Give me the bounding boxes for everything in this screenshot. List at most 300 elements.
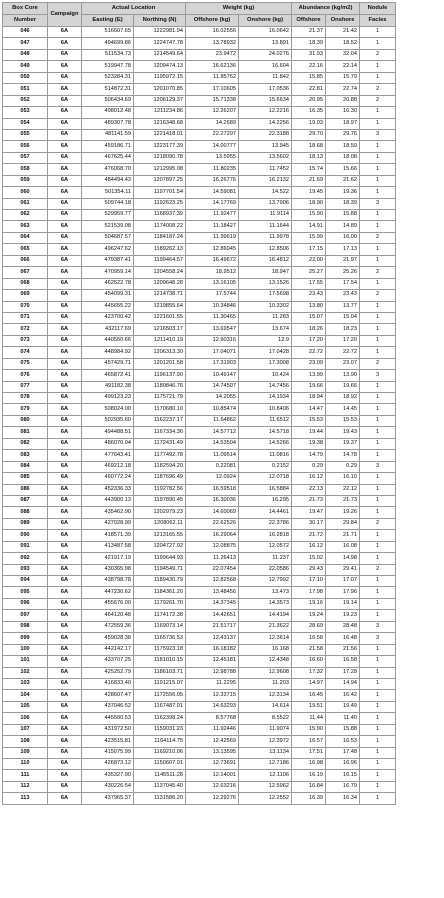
weight-onshore-cell: 22.0586 (239, 564, 292, 575)
abundance-onshore-cell: 15.53 (326, 415, 360, 426)
easting-cell: 470959.14 (82, 267, 134, 278)
campaign-cell: 6A (48, 747, 82, 758)
easting-cell: 519947.78 (82, 61, 134, 72)
campaign-cell: 6A (48, 690, 82, 701)
nodule-facies-cell: 1 (360, 312, 396, 323)
easting-cell: 494488.51 (82, 427, 134, 438)
campaign-cell: 6A (48, 324, 82, 335)
nodule-facies-cell: 2 (360, 232, 396, 243)
box-core-number-cell: 074 (3, 347, 48, 358)
abundance-offshore-cell: 19.45 (292, 187, 326, 198)
abundance-onshore-cell: 20.88 (326, 95, 360, 106)
weight-offshore-cell: 12.45181 (186, 656, 239, 667)
table-row (3, 701, 396, 712)
northing-cell: 1170680.10 (134, 404, 186, 415)
nodule-facies-cell: 1 (360, 61, 396, 72)
easting-cell: 435327.90 (82, 770, 134, 781)
box-core-number-cell: 086 (3, 484, 48, 495)
weight-offshore-cell: 16.30036 (186, 495, 239, 506)
abundance-offshore-cell: 16.57 (292, 736, 326, 747)
northing-cell: 1162398.24 (134, 713, 186, 724)
weight-onshore-cell: 21.3622 (239, 621, 292, 632)
weight-offshore-cell: 12.73691 (186, 759, 239, 770)
table-row (3, 610, 396, 621)
box-core-number-cell: 104 (3, 690, 48, 701)
nodule-facies-cell: 1 (360, 495, 396, 506)
box-core-number-cell: 077 (3, 381, 48, 392)
abundance-onshore-cell: 16.48 (326, 633, 360, 644)
header-number: Number (3, 15, 48, 27)
weight-onshore-cell: 13.7906 (239, 198, 292, 209)
nodule-facies-cell: 2 (360, 267, 396, 278)
weight-onshore-cell: 17.5698 (239, 290, 292, 301)
northing-cell: 1204727.92 (134, 541, 186, 552)
table-row (3, 644, 396, 655)
campaign-cell: 6A (48, 759, 82, 770)
box-core-number-cell: 062 (3, 210, 48, 221)
weight-offshore-cell: 11.64862 (186, 415, 239, 426)
nodule-facies-cell: 1 (360, 164, 396, 175)
abundance-onshore-cell: 19.49 (326, 701, 360, 712)
weight-offshore-cell: 11.2295 (186, 678, 239, 689)
easting-cell: 445500.53 (82, 713, 134, 724)
abundance-offshore-cell: 17.55 (292, 278, 326, 289)
northing-cell: 1168937.39 (134, 210, 186, 221)
abundance-offshore-cell: 14.79 (292, 450, 326, 461)
northing-cell: 1209648.28 (134, 278, 186, 289)
abundance-offshore-cell: 15.90 (292, 210, 326, 221)
weight-offshore-cell: 11.85762 (186, 72, 239, 83)
weight-offshore-cell: 14.53504 (186, 438, 239, 449)
abundance-onshore-cell: 15.88 (326, 724, 360, 735)
northing-cell: 1159031.23 (134, 724, 186, 735)
weight-offshore-cell: 14.59081 (186, 187, 239, 198)
weight-onshore-cell: 17.0428 (239, 347, 292, 358)
easting-cell: 418571.39 (82, 530, 134, 541)
weight-offshore-cell: 16.02556 (186, 27, 239, 38)
weight-onshore-cell: 12.4348 (239, 656, 292, 667)
header-offshore-kg: Offshore (kg) (186, 15, 239, 27)
campaign-cell: 6A (48, 118, 82, 129)
abundance-offshore-cell: 28.69 (292, 621, 326, 632)
box-core-number-cell: 111 (3, 770, 48, 781)
weight-onshore-cell: 11.6512 (239, 415, 292, 426)
northing-cell: 1192623.25 (134, 198, 186, 209)
easting-cell: 467625.44 (82, 152, 134, 163)
nodule-facies-cell: 1 (360, 301, 396, 312)
weight-offshore-cell: 14.74507 (186, 381, 239, 392)
box-core-number-cell: 080 (3, 415, 48, 426)
northing-cell: 1216348.68 (134, 118, 186, 129)
weight-offshore-cell: 10.34846 (186, 301, 239, 312)
northing-cell: 1195972.15 (134, 72, 186, 83)
weight-onshore-cell: 12.1106 (239, 770, 292, 781)
weight-onshore-cell: 14.7456 (239, 381, 292, 392)
northing-cell: 1189262.13 (134, 244, 186, 255)
easting-cell: 427028.99 (82, 518, 134, 529)
box-core-number-cell: 068 (3, 278, 48, 289)
weight-onshore-cell: 12.7992 (239, 576, 292, 587)
abundance-onshore-cell: 23.07 (326, 358, 360, 369)
easting-cell: 433707.25 (82, 656, 134, 667)
abundance-offshore-cell: 23.43 (292, 290, 326, 301)
table-row (3, 358, 396, 369)
northing-cell: 1212995.08 (134, 164, 186, 175)
campaign-cell: 6A (48, 27, 82, 38)
table-row (3, 393, 396, 404)
box-core-number-cell: 112 (3, 781, 48, 792)
northing-cell: 1208062.11 (134, 518, 186, 529)
weight-offshore-cell: 11.92446 (186, 724, 239, 735)
header-onshore-kg: Onshore (kg) (239, 15, 292, 27)
box-core-number-cell: 106 (3, 713, 48, 724)
northing-cell: 1175721.79 (134, 393, 186, 404)
easting-cell: 489307.78 (82, 118, 134, 129)
northing-cell: 1167487.01 (134, 701, 186, 712)
table-row (3, 129, 396, 140)
abundance-offshore-cell: 16.12 (292, 473, 326, 484)
easting-cell: 440560.66 (82, 335, 134, 346)
easting-cell: 509744.18 (82, 198, 134, 209)
campaign-cell: 6A (48, 633, 82, 644)
campaign-cell: 6A (48, 358, 82, 369)
nodule-facies-cell: 1 (360, 404, 396, 415)
easting-cell: 435462.90 (82, 507, 134, 518)
northing-cell: 1213165.55 (134, 530, 186, 541)
abundance-onshore-cell: 17.28 (326, 667, 360, 678)
abundance-offshore-cell: 16.39 (292, 793, 326, 804)
northing-cell: 1186103.71 (134, 667, 186, 678)
header-onshore: Onshore (326, 15, 360, 27)
easting-cell: 498012.48 (82, 107, 134, 118)
box-core-number-cell: 053 (3, 107, 48, 118)
weight-onshore-cell: 11.283 (239, 312, 292, 323)
weight-onshore-cell: 11.237 (239, 553, 292, 564)
nodule-facies-cell: 1 (360, 244, 396, 255)
campaign-cell: 6A (48, 541, 82, 552)
easting-cell: 431972.50 (82, 724, 134, 735)
easting-cell: 506434.69 (82, 95, 134, 106)
box-core-number-cell: 054 (3, 118, 48, 129)
abundance-offshore-cell: 11.44 (292, 713, 326, 724)
northing-cell: 1184361.20 (134, 587, 186, 598)
northing-cell: 1145511.28 (134, 770, 186, 781)
weight-onshore-cell: 11.842 (239, 72, 292, 83)
box-core-number-cell: 095 (3, 587, 48, 598)
campaign-cell: 6A (48, 381, 82, 392)
nodule-facies-cell: 1 (360, 747, 396, 758)
northing-cell: 1197701.54 (134, 187, 186, 198)
nodule-facies-cell: 1 (360, 678, 396, 689)
table-row (3, 335, 396, 346)
table-row (3, 38, 396, 49)
northing-cell: 1221418.01 (134, 129, 186, 140)
abundance-offshore-cell: 16.84 (292, 781, 326, 792)
abundance-onshore-cell: 16.10 (326, 473, 360, 484)
campaign-cell: 6A (48, 450, 82, 461)
weight-offshore-cell: 11.09514 (186, 450, 239, 461)
table-row (3, 793, 396, 804)
table-row (3, 576, 396, 587)
weight-onshore-cell: 12.3614 (239, 633, 292, 644)
weight-onshore-cell: 12.3972 (239, 736, 292, 747)
abundance-offshore-cell: 17.32 (292, 667, 326, 678)
easting-cell: 423515.81 (82, 736, 134, 747)
campaign-cell: 6A (48, 210, 82, 221)
weight-onshore-cell: 13.674 (239, 324, 292, 335)
box-core-number-cell: 089 (3, 518, 48, 529)
table-row (3, 255, 396, 266)
easting-cell: 413487.58 (82, 541, 134, 552)
box-core-number-cell: 100 (3, 644, 48, 655)
weight-onshore-cell: 17.3008 (239, 358, 292, 369)
nodule-facies-cell: 3 (360, 621, 396, 632)
weight-onshore-cell: 22.3188 (239, 129, 292, 140)
table-row (3, 72, 396, 83)
abundance-onshore-cell: 18.39 (326, 198, 360, 209)
nodule-facies-cell: 1 (360, 152, 396, 163)
campaign-cell: 6A (48, 438, 82, 449)
table-row (3, 518, 396, 529)
northing-cell: 1169073.14 (134, 621, 186, 632)
table-row (3, 736, 396, 747)
nodule-facies-cell: 1 (360, 701, 396, 712)
table-row (3, 495, 396, 506)
easting-cell: 452336.33 (82, 484, 134, 495)
campaign-cell: 6A (48, 576, 82, 587)
northing-cell: 1224747.78 (134, 38, 186, 49)
abundance-onshore-cell: 15.66 (326, 164, 360, 175)
abundance-offshore-cell: 25.27 (292, 267, 326, 278)
weight-offshore-cell: 11.92477 (186, 210, 239, 221)
weight-onshore-cell: 11.0816 (239, 450, 292, 461)
campaign-cell: 6A (48, 84, 82, 95)
weight-onshore-cell: 13.945 (239, 141, 292, 152)
abundance-onshore-cell: 16.00 (326, 232, 360, 243)
abundance-onshore-cell: 21.97 (326, 255, 360, 266)
northing-cell: 1214738.71 (134, 290, 186, 301)
abundance-offshore-cell: 19.16 (292, 598, 326, 609)
weight-offshore-cell: 13.13595 (186, 747, 239, 758)
weight-offshore-cell: 11.80235 (186, 164, 239, 175)
abundance-onshore-cell: 29.84 (326, 518, 360, 529)
campaign-cell: 6A (48, 507, 82, 518)
box-core-number-cell: 052 (3, 95, 48, 106)
weight-offshore-cell: 14.17769 (186, 198, 239, 209)
table-row (3, 232, 396, 243)
abundance-offshore-cell: 16.98 (292, 759, 326, 770)
box-core-number-cell: 048 (3, 49, 48, 60)
northing-cell: 1223177.39 (134, 141, 186, 152)
header-weight: Weight (kg) (186, 3, 292, 15)
campaign-cell: 6A (48, 393, 82, 404)
nodule-facies-cell: 1 (360, 793, 396, 804)
abundance-onshore-cell: 21.56 (326, 644, 360, 655)
abundance-onshore-cell: 17.48 (326, 747, 360, 758)
nodule-facies-cell: 1 (360, 278, 396, 289)
abundance-offshore-cell: 21.73 (292, 495, 326, 506)
campaign-cell: 6A (48, 267, 82, 278)
table-row (3, 633, 396, 644)
weight-onshore-cell: 12.0718 (239, 473, 292, 484)
easting-cell: 423700.42 (82, 312, 134, 323)
weight-offshore-cell: 12.42569 (186, 736, 239, 747)
nodule-facies-cell: 1 (360, 484, 396, 495)
nodule-facies-cell: 1 (360, 381, 396, 392)
easting-cell: 447230.62 (82, 587, 134, 598)
table-row (3, 267, 396, 278)
northing-cell: 1164114.75 (134, 736, 186, 747)
northing-cell: 1206313.30 (134, 347, 186, 358)
weight-offshore-cell: 14.37345 (186, 598, 239, 609)
easting-cell: 443900.13 (82, 495, 134, 506)
weight-offshore-cell: 18.9512 (186, 267, 239, 278)
abundance-offshore-cell: 21.72 (292, 530, 326, 541)
northing-cell: 1199644.93 (134, 553, 186, 564)
campaign-cell: 6A (48, 61, 82, 72)
easting-cell: 445655.22 (82, 301, 134, 312)
abundance-onshore-cell: 19.36 (326, 187, 360, 198)
abundance-onshore-cell: 18.08 (326, 152, 360, 163)
easting-cell: 469212.18 (82, 461, 134, 472)
box-core-number-cell: 094 (3, 576, 48, 587)
abundance-offshore-cell: 22.00 (292, 255, 326, 266)
abundance-offshore-cell: 13.99 (292, 370, 326, 381)
nodule-facies-cell: 1 (360, 610, 396, 621)
weight-onshore-cell: 16.604 (239, 61, 292, 72)
northing-cell: 1209474.13 (134, 61, 186, 72)
easting-cell: 430365.98 (82, 564, 134, 575)
abundance-offshore-cell: 17.20 (292, 335, 326, 346)
nodule-facies-cell: 1 (360, 118, 396, 129)
weight-onshore-cell: 12.2552 (239, 793, 292, 804)
table-row (3, 473, 396, 484)
table-row (3, 667, 396, 678)
box-core-number-cell: 091 (3, 541, 48, 552)
abundance-onshore-cell: 28.48 (326, 621, 360, 632)
abundance-onshore-cell: 16.30 (326, 107, 360, 118)
weight-offshore-cell: 14.60069 (186, 507, 239, 518)
easting-cell: 514872.31 (82, 84, 134, 95)
abundance-onshore-cell: 14.89 (326, 221, 360, 232)
campaign-cell: 6A (48, 164, 82, 175)
easting-cell: 437965.37 (82, 793, 134, 804)
abundance-onshore-cell: 29.41 (326, 564, 360, 575)
abundance-onshore-cell: 25.26 (326, 267, 360, 278)
box-core-number-cell: 083 (3, 450, 48, 461)
campaign-cell: 6A (48, 152, 82, 163)
northing-cell: 1187696.49 (134, 473, 186, 484)
campaign-cell: 6A (48, 427, 82, 438)
nodule-facies-cell: 1 (360, 187, 396, 198)
abundance-offshore-cell: 17.10 (292, 576, 326, 587)
weight-onshore-cell: 13.473 (239, 587, 292, 598)
nodule-facies-cell: 1 (360, 781, 396, 792)
table-row (3, 278, 396, 289)
northing-cell: 1197890.45 (134, 495, 186, 506)
abundance-onshore-cell: 22.72 (326, 347, 360, 358)
nodule-facies-cell: 1 (360, 255, 396, 266)
nodule-facies-cell: 2 (360, 49, 396, 60)
abundance-offshore-cell: 15.07 (292, 312, 326, 323)
abundance-onshore-cell: 16.42 (326, 690, 360, 701)
weight-offshore-cell: 12.08875 (186, 541, 239, 552)
campaign-cell: 6A (48, 312, 82, 323)
northing-cell: 1196137.90 (134, 370, 186, 381)
campaign-cell: 6A (48, 621, 82, 632)
nodule-facies-cell: 1 (360, 736, 396, 747)
campaign-cell: 6A (48, 484, 82, 495)
box-core-number-cell: 067 (3, 267, 48, 278)
weight-onshore-cell: 17.0536 (239, 84, 292, 95)
nodule-facies-cell: 3 (360, 633, 396, 644)
box-core-number-cell: 099 (3, 633, 48, 644)
weight-offshore-cell: 14.57712 (186, 427, 239, 438)
campaign-cell: 6A (48, 95, 82, 106)
nodule-facies-cell: 3 (360, 461, 396, 472)
abundance-offshore-cell: 21.58 (292, 644, 326, 655)
weight-offshore-cell: 17.04071 (186, 347, 239, 358)
easting-cell: 494699.86 (82, 38, 134, 49)
nodule-facies-cell: 1 (360, 27, 396, 38)
table-row (3, 678, 396, 689)
abundance-offshore-cell: 16.12 (292, 541, 326, 552)
campaign-cell: 6A (48, 656, 82, 667)
nodule-facies-cell: 1 (360, 713, 396, 724)
box-core-number-cell: 113 (3, 793, 48, 804)
table-row (3, 118, 396, 129)
weight-offshore-cell: 16.62136 (186, 61, 239, 72)
easting-cell: 499123.23 (82, 393, 134, 404)
abundance-onshore-cell: 18.97 (326, 118, 360, 129)
header-row-top (3, 3, 396, 15)
box-core-number-cell: 073 (3, 335, 48, 346)
box-core-number-cell: 072 (3, 324, 48, 335)
weight-offshore-cell: 12.14001 (186, 770, 239, 781)
box-core-number-cell: 097 (3, 610, 48, 621)
easting-cell: 496247.62 (82, 244, 134, 255)
weight-onshore-cell: 13.5602 (239, 152, 292, 163)
abundance-offshore-cell: 23.09 (292, 358, 326, 369)
easting-cell: 454099.31 (82, 290, 134, 301)
box-core-number-cell: 057 (3, 152, 48, 163)
box-core-number-cell: 078 (3, 393, 48, 404)
abundance-onshore-cell: 18.52 (326, 38, 360, 49)
weight-offshore-cell: 10.49147 (186, 370, 239, 381)
easting-cell: 511534.73 (82, 49, 134, 60)
abundance-offshore-cell: 18.39 (292, 38, 326, 49)
table-row (3, 107, 396, 118)
abundance-onshore-cell: 16.53 (326, 736, 360, 747)
abundance-offshore-cell: 19.24 (292, 610, 326, 621)
weight-offshore-cell: 22.62526 (186, 518, 239, 529)
header-campaign: Campaign (48, 3, 82, 27)
nodule-facies-cell: 1 (360, 553, 396, 564)
weight-offshore-cell: 12.82568 (186, 576, 239, 587)
northing-cell: 1191215.07 (134, 678, 186, 689)
weight-offshore-cell: 0.22081 (186, 461, 239, 472)
campaign-cell: 6A (48, 38, 82, 49)
box-core-number-cell: 060 (3, 187, 48, 198)
nodule-facies-cell: 2 (360, 358, 396, 369)
abundance-onshore-cell: 21.62 (326, 175, 360, 186)
northing-cell: 1177492.78 (134, 450, 186, 461)
weight-onshore-cell: 11.203 (239, 678, 292, 689)
easting-cell: 465872.41 (82, 370, 134, 381)
abundance-onshore-cell: 18.23 (326, 324, 360, 335)
abundance-offshore-cell: 15.53 (292, 415, 326, 426)
table-row (3, 301, 396, 312)
